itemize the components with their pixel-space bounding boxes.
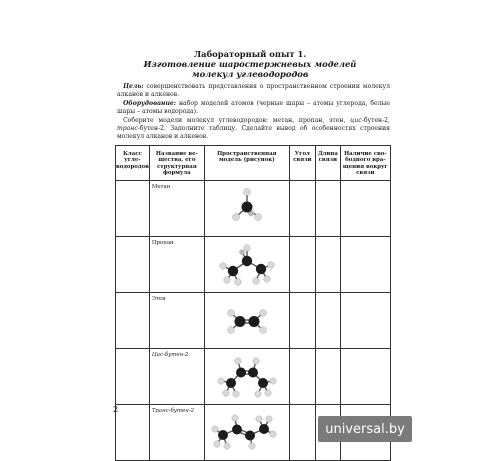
lab-subtitle-line1: Изготовление шаростержневых моделей — [143, 59, 357, 69]
watermark-badge — [318, 416, 412, 442]
substance-name: Этен — [149, 293, 204, 349]
class-cell[interactable] — [116, 181, 150, 237]
methane-model — [205, 181, 290, 233]
free-rotation-cell[interactable] — [340, 181, 390, 237]
free-rotation-cell[interactable] — [340, 237, 390, 293]
table-header-row — [116, 146, 391, 181]
bond-length-cell[interactable] — [315, 293, 340, 349]
header-free-rotation: Наличие сво-бодного вра-щения вокруг связи — [340, 146, 390, 181]
task-paragraph — [117, 117, 390, 142]
substance-name: Пропан — [149, 237, 204, 293]
lab-subtitle-line2: молекул углеводородов — [191, 69, 309, 79]
task-trans: транс — [117, 125, 138, 133]
model-cell — [204, 237, 289, 293]
substance-name: Цис-бутен-2 — [149, 349, 204, 405]
header-bond-length: Длина связи — [315, 146, 340, 181]
bond-angle-cell[interactable] — [289, 237, 315, 293]
class-cell[interactable] — [116, 237, 150, 293]
table-row — [116, 181, 391, 237]
goal-label: Цель: — [123, 83, 144, 90]
goal-paragraph — [117, 83, 390, 99]
results-table — [115, 145, 391, 461]
header-name-formula: Название ве-щества, его структурная формула — [149, 146, 204, 181]
header-class: Класс угле-водородов — [116, 146, 150, 181]
bond-length-cell[interactable] — [315, 181, 340, 237]
bond-angle-cell[interactable] — [289, 181, 315, 237]
watermark-text: universal.by — [325, 421, 405, 437]
equipment-label: Оборудование: — [123, 100, 177, 107]
substance-name: Метан — [149, 181, 204, 237]
page-number: 2 — [113, 405, 119, 414]
bond-angle-cell[interactable] — [289, 405, 315, 461]
table-row — [116, 293, 391, 349]
free-rotation-cell[interactable] — [340, 293, 390, 349]
bond-angle-cell[interactable] — [289, 349, 315, 405]
model-cell — [204, 181, 289, 237]
task-text-2: -бутен-2, — [361, 117, 390, 124]
equipment-paragraph — [117, 100, 390, 116]
bond-length-cell[interactable] — [315, 237, 340, 293]
table-row — [116, 349, 391, 405]
propane-model — [205, 237, 290, 289]
header-bond-angle: Угол связи — [289, 146, 315, 181]
table-row — [116, 237, 391, 293]
bond-angle-cell[interactable] — [289, 293, 315, 349]
substance-name: Транс-бутен-2 — [149, 405, 204, 461]
class-cell[interactable] — [116, 349, 150, 405]
lab-title: Лабораторный опыт 1. — [193, 49, 307, 59]
cis-butene-2-model — [205, 349, 290, 401]
equipment-text: набор моделей атомов (черные шары – атомы углерода, белые шары – атомы водорода). — [117, 100, 390, 116]
model-cell — [204, 293, 289, 349]
class-cell[interactable] — [116, 405, 150, 461]
model-cell — [204, 405, 289, 461]
bond-length-cell[interactable] — [315, 349, 340, 405]
class-cell[interactable] — [116, 293, 150, 349]
task-text-1: Соберите модели молекул углеводородов: метан, пропан, этен, — [123, 117, 351, 124]
goal-text: совершенствовать представления о пространственном строении молекул алканов и алкенов. — [117, 83, 390, 99]
trans-butene-2-model — [205, 405, 290, 457]
ethene-model — [205, 293, 290, 345]
header-spatial-model: Пространственная модель (рисунок) — [204, 146, 289, 181]
task-text-3: -бутен-2. Заполните таблицу. Сделайте вывод об особенностях строения молекул алканов и алкенов. — [117, 125, 390, 141]
task-cis: цис — [350, 117, 362, 124]
model-cell — [204, 349, 289, 405]
free-rotation-cell[interactable] — [340, 349, 390, 405]
